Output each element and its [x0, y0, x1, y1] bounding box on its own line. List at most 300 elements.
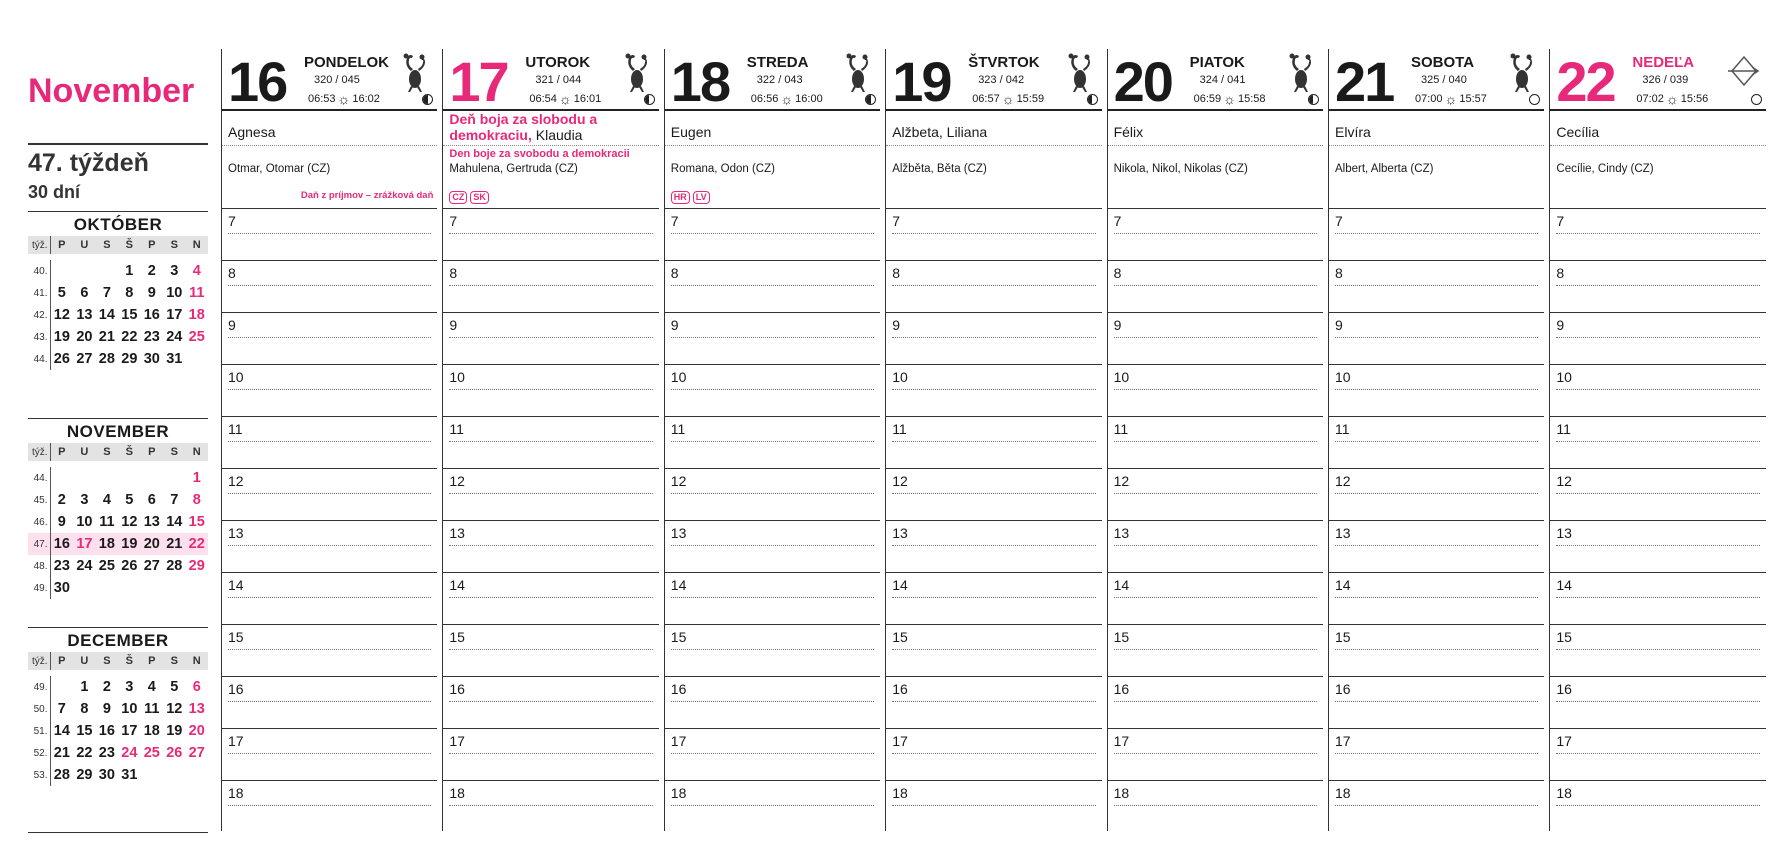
hour-slot[interactable]	[886, 728, 1101, 780]
half-hour-line	[1556, 805, 1759, 806]
mini-calendar-day[interactable]: 24	[76, 558, 93, 574]
mini-calendar-day	[96, 260, 118, 282]
mini-calendar-day[interactable]: 16	[143, 307, 160, 323]
hour-slot[interactable]	[886, 624, 1101, 676]
hour-slot[interactable]	[665, 208, 880, 260]
hour-slot[interactable]	[1329, 780, 1544, 832]
mini-calendar-day[interactable]: 12	[166, 701, 183, 717]
mini-calendar-day	[73, 577, 95, 599]
hour-slot[interactable]	[1108, 728, 1323, 780]
hour-slot[interactable]	[886, 364, 1101, 416]
hour-slot[interactable]	[1550, 728, 1765, 780]
hour-slot[interactable]	[1329, 676, 1544, 728]
half-hour-line	[449, 493, 652, 494]
hour-slot[interactable]	[1329, 260, 1544, 312]
hour-slots	[886, 208, 1101, 832]
country-badge: CZ	[449, 191, 467, 204]
hour-slot[interactable]	[886, 676, 1101, 728]
half-hour-line	[228, 545, 431, 546]
hour-slot[interactable]	[886, 520, 1101, 572]
week-number: 46.	[28, 511, 50, 533]
mini-calendar-day[interactable]: 21	[53, 745, 70, 761]
hour-slot[interactable]	[222, 468, 437, 520]
weekday-label: U	[73, 443, 95, 461]
mini-calendar-day[interactable]: 9	[147, 285, 156, 301]
hour-slot[interactable]	[1329, 468, 1544, 520]
sunrise-time: 07:00	[1415, 93, 1443, 105]
weekday-label: S	[96, 652, 118, 670]
cz-nameday: Nikola, Nikol, Nikolas (CZ)	[1113, 163, 1248, 175]
half-hour-line	[1556, 649, 1759, 650]
half-hour-line	[892, 337, 1095, 338]
hour-slot[interactable]	[665, 260, 880, 312]
hour-slot[interactable]	[443, 260, 658, 312]
mini-calendar-day[interactable]: 5	[57, 285, 66, 301]
mini-calendar-day[interactable]: 20	[188, 723, 205, 739]
nameday: Agnesa	[228, 124, 276, 140]
mini-calendar-day[interactable]: 26	[166, 745, 183, 761]
half-hour-line	[892, 753, 1095, 754]
weekday-label: Š	[118, 652, 140, 670]
hour-slot[interactable]	[443, 572, 658, 624]
half-hour-line	[1114, 597, 1317, 598]
mini-calendar-day[interactable]: 13	[143, 514, 160, 530]
half-hour-line	[1114, 337, 1317, 338]
nameday: Alžbeta, Liliana	[892, 124, 988, 140]
mini-calendar-day[interactable]: 22	[186, 533, 209, 555]
hour-slot[interactable]	[886, 208, 1101, 260]
mini-calendar-day[interactable]: 3	[80, 492, 89, 508]
sun-times	[529, 91, 601, 107]
mini-calendar-day[interactable]: 12	[121, 514, 138, 530]
holiday-name: Deň boja za slobodu a demokraciu,	[449, 111, 598, 143]
mini-calendar-day[interactable]: 14	[98, 307, 115, 323]
weekday-label: S	[163, 236, 185, 254]
hour-slot[interactable]	[222, 312, 437, 364]
mini-calendar-october	[28, 211, 208, 370]
half-hour-line	[228, 701, 431, 702]
hour-slot[interactable]	[443, 624, 658, 676]
half-hour-line	[1556, 545, 1759, 546]
hour-slot[interactable]	[443, 780, 658, 832]
hour-slot[interactable]	[1550, 624, 1765, 676]
hour-slot[interactable]	[1550, 520, 1765, 572]
hour-label: 18	[670, 785, 687, 801]
mini-calendar-day[interactable]: 4	[192, 263, 201, 279]
hour-slot[interactable]	[665, 520, 880, 572]
sun-icon: ☼	[1001, 91, 1015, 107]
mini-calendar-day[interactable]: 10	[166, 285, 183, 301]
mini-calendar-day[interactable]: 18	[96, 533, 118, 555]
hour-label: 7	[1113, 213, 1122, 229]
day-column	[1107, 49, 1323, 831]
hour-slot[interactable]	[665, 572, 880, 624]
moon-phase-icon	[644, 94, 655, 105]
mini-calendar-day[interactable]: 31	[166, 351, 183, 367]
mini-calendar-day[interactable]: 25	[188, 329, 205, 345]
mini-calendar-week	[28, 260, 208, 282]
hour-slot[interactable]	[443, 728, 658, 780]
mini-calendar-header	[28, 652, 208, 670]
mini-calendar-day	[163, 467, 185, 489]
nameday-divider	[1108, 145, 1323, 146]
hour-slot[interactable]	[222, 364, 437, 416]
half-hour-line	[1114, 389, 1317, 390]
mini-calendar-day[interactable]: 17	[121, 723, 138, 739]
hour-slot[interactable]	[1550, 780, 1765, 832]
mini-calendar-day[interactable]: 27	[143, 558, 160, 574]
day-of-year: 322 / 043	[756, 74, 803, 86]
half-hour-line	[1335, 337, 1538, 338]
hour-slot[interactable]	[1108, 364, 1323, 416]
mini-calendar-day[interactable]: 24	[166, 329, 183, 345]
hour-slot[interactable]	[1329, 520, 1544, 572]
mini-calendar-day[interactable]: 28	[53, 767, 70, 783]
weekday-label: N	[186, 652, 209, 670]
week-number: 44.	[28, 348, 50, 370]
mini-calendar-day[interactable]: 22	[121, 329, 138, 345]
hour-slot[interactable]	[1550, 208, 1765, 260]
mini-calendar-day[interactable]: 15	[76, 723, 93, 739]
mini-calendar-day[interactable]: 13	[76, 307, 93, 323]
weekday-label: týž.	[28, 236, 50, 254]
half-hour-line	[449, 753, 652, 754]
hour-slot[interactable]	[886, 312, 1101, 364]
hour-slot[interactable]	[1329, 312, 1544, 364]
half-hour-line	[1335, 597, 1538, 598]
mini-calendar-day[interactable]: 19	[118, 533, 140, 555]
mini-calendar-day[interactable]: 7	[102, 285, 111, 301]
hour-slot[interactable]	[1550, 312, 1765, 364]
hour-slot[interactable]	[665, 624, 880, 676]
mini-calendar-week	[28, 282, 208, 304]
hour-label: 7	[449, 213, 458, 229]
half-hour-line	[449, 389, 652, 390]
mini-calendar-day[interactable]: 17	[166, 307, 183, 323]
half-hour-line	[228, 493, 431, 494]
hour-slot[interactable]	[1550, 572, 1765, 624]
hour-slot[interactable]	[665, 416, 880, 468]
day-header	[886, 49, 1101, 111]
hour-slot[interactable]	[1108, 676, 1323, 728]
day-column	[664, 49, 880, 831]
mini-calendar-day[interactable]: 20	[76, 329, 93, 345]
half-hour-line	[1556, 493, 1759, 494]
half-hour-line	[671, 285, 874, 286]
hour-slot[interactable]	[1108, 520, 1323, 572]
half-hour-line	[1556, 233, 1759, 234]
hour-label: 8	[1113, 265, 1122, 281]
country-badge: HR	[671, 191, 690, 204]
hour-slot[interactable]	[1550, 676, 1765, 728]
mini-calendar-day	[96, 467, 118, 489]
hour-label: 10	[1556, 369, 1572, 385]
mini-calendar-day[interactable]: 30	[98, 767, 115, 783]
hour-label: 13	[228, 525, 244, 541]
sunset-time: 16:02	[352, 93, 380, 105]
hour-slot[interactable]	[222, 624, 437, 676]
mini-calendar-day[interactable]: 7	[170, 492, 179, 508]
hour-slot[interactable]	[443, 208, 658, 260]
mini-calendar-day	[141, 577, 163, 599]
hour-slot[interactable]	[443, 312, 658, 364]
sunrise-time: 06:57	[972, 93, 1000, 105]
week-number: 49.	[28, 676, 50, 698]
mini-calendar-week	[28, 676, 208, 698]
hour-slot[interactable]	[665, 728, 880, 780]
hour-slot[interactable]	[222, 260, 437, 312]
mini-calendar-week	[28, 555, 208, 577]
mini-calendar-day[interactable]: 5	[125, 492, 134, 508]
mini-calendar-day[interactable]: 30	[53, 580, 70, 596]
hour-slot[interactable]	[222, 676, 437, 728]
hour-label: 14	[1113, 577, 1130, 593]
hour-label: 16	[892, 681, 908, 697]
mini-calendar-day[interactable]: 29	[76, 767, 93, 783]
mini-calendar-day[interactable]: 26	[121, 558, 138, 574]
mini-calendar-day[interactable]: 30	[143, 351, 160, 367]
hour-slot[interactable]	[443, 468, 658, 520]
mini-calendar-day[interactable]: 9	[102, 701, 111, 717]
half-hour-line	[892, 597, 1095, 598]
hour-slot[interactable]	[1550, 260, 1765, 312]
hour-label: 14	[228, 577, 244, 593]
hour-slot[interactable]	[222, 572, 437, 624]
country-flags	[671, 187, 713, 205]
mini-calendar-day[interactable]: 12	[53, 307, 70, 323]
hour-slot[interactable]	[1108, 208, 1323, 260]
hour-slot[interactable]	[222, 520, 437, 572]
hour-label: 10	[449, 369, 465, 385]
hour-slot[interactable]	[443, 676, 658, 728]
hour-label: 15	[1113, 629, 1130, 645]
hour-slot[interactable]	[1329, 208, 1544, 260]
hour-slots	[665, 208, 880, 832]
mini-calendar-title: NOVEMBER	[66, 422, 170, 441]
cz-nameday: Mahulena, Gertruda (CZ)	[449, 163, 578, 175]
mini-calendar-day[interactable]: 20	[141, 533, 163, 555]
half-hour-line	[1114, 701, 1317, 702]
hour-label: 14	[670, 577, 687, 593]
mini-calendar-day[interactable]: 18	[188, 307, 205, 323]
mini-calendar-day[interactable]: 28	[166, 558, 183, 574]
half-hour-line	[449, 649, 652, 650]
mini-calendar-day[interactable]: 7	[57, 701, 66, 717]
hour-slot[interactable]	[1108, 260, 1323, 312]
hour-label: 12	[449, 473, 465, 489]
hour-label: 8	[449, 265, 458, 281]
sun-icon: ☼	[558, 91, 572, 107]
mini-calendar-day[interactable]: 31	[121, 767, 138, 783]
half-hour-line	[1114, 649, 1317, 650]
mini-calendar-day[interactable]: 23	[98, 745, 115, 761]
mini-calendar-day[interactable]: 14	[53, 723, 70, 739]
hour-slot[interactable]	[1550, 468, 1765, 520]
mini-calendar-day	[96, 577, 118, 599]
hour-slot[interactable]	[1329, 572, 1544, 624]
hour-label: 10	[670, 369, 687, 385]
hour-slot[interactable]	[1108, 468, 1323, 520]
hour-slot[interactable]	[1108, 780, 1323, 832]
mini-calendar-day[interactable]: 25	[98, 558, 115, 574]
hour-slot[interactable]	[1108, 572, 1323, 624]
mini-calendar-day[interactable]: 6	[80, 285, 89, 301]
hour-label: 15	[228, 629, 244, 645]
hour-slot[interactable]	[443, 416, 658, 468]
hour-slot[interactable]	[886, 416, 1101, 468]
hour-slot[interactable]	[665, 468, 880, 520]
hour-slot[interactable]	[886, 260, 1101, 312]
sun-times	[1194, 91, 1266, 107]
weekday-label: P	[141, 443, 163, 461]
hour-label: 12	[1113, 473, 1130, 489]
mini-calendar-day[interactable]: 23	[53, 558, 70, 574]
mini-calendar-day[interactable]: 28	[98, 351, 115, 367]
nameday-divider	[1329, 145, 1544, 146]
day-name: NEDEĽA	[1632, 54, 1695, 71]
hour-slot[interactable]	[1108, 312, 1323, 364]
mini-calendar-day[interactable]: 6	[147, 492, 156, 508]
cz-nameday: Albert, Alberta (CZ)	[1335, 163, 1434, 175]
mini-calendar-day[interactable]: 8	[192, 492, 201, 508]
mini-calendar-day[interactable]: 5	[170, 679, 179, 695]
hour-slot[interactable]	[1108, 416, 1323, 468]
hour-label: 9	[1113, 317, 1122, 333]
hour-slot[interactable]	[1329, 624, 1544, 676]
hour-label: 17	[1556, 733, 1572, 749]
hour-slot[interactable]	[1550, 416, 1765, 468]
mini-calendar-day[interactable]: 23	[143, 329, 160, 345]
mini-calendar-day[interactable]: 29	[188, 558, 205, 574]
mini-calendar-day[interactable]: 21	[163, 533, 185, 555]
sun-times	[1415, 91, 1487, 107]
mini-calendar-day[interactable]: 3	[125, 679, 134, 695]
half-hour-line	[228, 337, 431, 338]
mini-calendar-day[interactable]: 22	[76, 745, 93, 761]
hour-slot[interactable]	[1550, 364, 1765, 416]
week-number: 45.	[28, 489, 50, 511]
mini-calendar-day[interactable]: 26	[53, 351, 70, 367]
mini-calendar-day[interactable]: 2	[57, 492, 66, 508]
hour-label: 18	[449, 785, 465, 801]
hour-slot[interactable]	[886, 780, 1101, 832]
mini-calendar-day[interactable]: 10	[76, 514, 93, 530]
hour-slot[interactable]	[1329, 728, 1544, 780]
mini-calendar-day[interactable]: 1	[192, 470, 201, 486]
mini-calendar-day[interactable]: 13	[188, 701, 205, 717]
hour-label: 11	[892, 421, 907, 437]
hour-slot[interactable]	[443, 520, 658, 572]
hour-slot[interactable]	[665, 364, 880, 416]
nameday: Eugen	[670, 124, 712, 140]
hour-slot[interactable]	[1108, 624, 1323, 676]
mini-calendar-day[interactable]: 11	[189, 285, 205, 301]
mini-calendar-day[interactable]: 4	[102, 492, 111, 508]
mini-calendar-day[interactable]: 6	[192, 679, 201, 695]
day-of-year: 320 / 045	[314, 74, 360, 86]
mini-calendar-day[interactable]: 15	[121, 307, 138, 323]
mini-calendar-day[interactable]: 8	[125, 285, 134, 301]
half-hour-line	[671, 805, 874, 806]
mini-calendar-day[interactable]: 3	[170, 263, 179, 279]
hour-label: 13	[1335, 525, 1351, 541]
mini-calendar-day[interactable]: 18	[143, 723, 160, 739]
mini-calendar-day[interactable]: 27	[188, 745, 205, 761]
hour-label: 10	[228, 369, 244, 385]
half-hour-line	[671, 701, 874, 702]
nameday-divider	[222, 145, 437, 146]
cz-nameday: Otmar, Otomar (CZ)	[228, 163, 331, 175]
mini-calendar-week	[28, 742, 208, 764]
half-hour-line	[449, 701, 652, 702]
mini-calendar-day[interactable]: 11	[99, 514, 115, 530]
hour-slot[interactable]	[1329, 364, 1544, 416]
mini-calendar-day[interactable]: 2	[147, 263, 156, 279]
mini-calendar-day	[50, 260, 73, 282]
half-hour-line	[892, 805, 1095, 806]
mini-calendar-day[interactable]: 8	[80, 701, 89, 717]
hour-slot[interactable]	[665, 676, 880, 728]
mini-calendar-day[interactable]: 19	[53, 329, 70, 345]
hour-slot[interactable]	[222, 416, 437, 468]
mini-calendar-week	[28, 467, 208, 489]
sunrise-time: 06:59	[1193, 93, 1222, 105]
half-hour-line	[1335, 493, 1538, 494]
week-number: 44.	[28, 467, 50, 489]
mini-calendar-day	[50, 676, 73, 698]
mini-calendar-day[interactable]: 24	[121, 745, 138, 761]
mini-calendar-day[interactable]: 1	[80, 679, 89, 695]
half-hour-line	[1114, 233, 1317, 234]
mini-calendar-day[interactable]: 17	[73, 533, 95, 555]
mini-calendar-day[interactable]: 25	[143, 745, 160, 761]
mini-calendar-day	[163, 764, 185, 786]
hour-slot[interactable]	[1329, 416, 1544, 468]
day-header	[1108, 49, 1323, 111]
mini-calendar-day[interactable]: 11	[144, 701, 160, 717]
day-column	[885, 49, 1101, 831]
hour-slot[interactable]	[222, 728, 437, 780]
hour-slot[interactable]	[222, 208, 437, 260]
mini-calendar-day[interactable]: 14	[166, 514, 183, 530]
mini-calendar-day[interactable]: 27	[76, 351, 93, 367]
day-number: 21	[1335, 50, 1394, 113]
days-count: 30 dní	[28, 182, 81, 202]
mini-calendar-day[interactable]: 16	[98, 723, 115, 739]
mini-calendar-day[interactable]: 1	[125, 263, 134, 279]
weekday-label: P	[141, 652, 163, 670]
mini-calendar-day[interactable]: 19	[166, 723, 183, 739]
mini-calendar-day[interactable]: 21	[98, 329, 115, 345]
mini-calendar-day[interactable]: 29	[121, 351, 138, 367]
hour-slot[interactable]	[222, 780, 437, 832]
hour-slot[interactable]	[665, 780, 880, 832]
sunset-time: 15:59	[1016, 93, 1045, 105]
mini-calendar-day[interactable]: 10	[121, 701, 138, 717]
mini-calendar-day[interactable]: 2	[102, 679, 111, 695]
hour-slot[interactable]	[443, 364, 658, 416]
mini-calendar-day[interactable]: 9	[57, 514, 66, 530]
mini-calendar-day[interactable]: 16	[50, 533, 73, 555]
mini-calendar-day[interactable]: 4	[147, 679, 156, 695]
hour-slot[interactable]	[665, 312, 880, 364]
hour-slot[interactable]	[886, 572, 1101, 624]
hour-slot[interactable]	[886, 468, 1101, 520]
weekday-label: S	[163, 443, 185, 461]
mini-calendar-day[interactable]: 15	[188, 514, 205, 530]
hour-label: 12	[1335, 473, 1351, 489]
mini-calendar-day	[163, 577, 185, 599]
